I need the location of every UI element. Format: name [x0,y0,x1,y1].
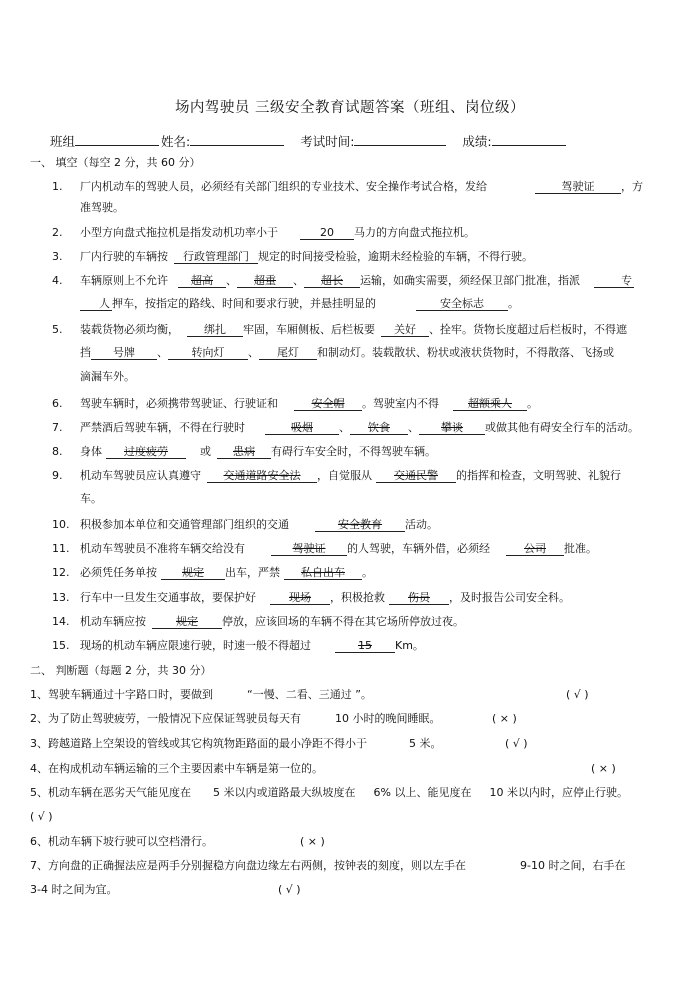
answer-blank: 交通民警 [376,470,456,483]
question-14: 14. 机动车辆应按 规定 停放，应该回场的车辆不得在其它场所停放过夜。 [52,615,464,628]
judge-mark-4: ( × ) [591,762,616,775]
answer-blank: 现场 [270,592,330,605]
question-5-cont: 挡 号牌 、 转向灯 、 尾灯 和制动灯。装载散状、粉状或液状货物时，不得散落、飞扬或 [80,346,614,359]
judge-mark-2: ( × ) [492,712,517,725]
answer-blank: 安全教育 [315,519,405,532]
judge-item-6: 6、机动车辆下坡行驶可以空档滑行。 [30,835,213,848]
answer-blank: 攀谈 [419,422,485,435]
answer-blank: 行政管理部门 [174,251,258,264]
question-6: 6. 驾驶车辆时，必须携带驾驶证、行驶证和 安全帽 。驾驶室内不得 超额乘人 。 [52,397,538,410]
judge-mark-6: ( × ) [300,835,325,848]
question-3: 3. 厂内行驶的车辆按 行政管理部门 规定的时间接受检验，逾期未经检验的车辆，不得行驶。 [52,250,533,263]
answer-blank: 20 [300,227,354,240]
answer-blank: 号牌 [91,347,157,360]
question-2: 2. 小型方向盘式拖拉机是指发动机功率小于 20 马力的方向盘式拖拉机。 [52,226,475,239]
question-9: 9. 机动车驾驶员应认真遵守 交通道路安全法 ，自觉服从 交通民警 的指挥和检查，文明驾驶、礼貌行 [52,469,621,482]
answer-blank: 规定 [161,567,225,580]
answer-blank: 超高 [178,275,226,288]
judge-mark-3: ( √ ) [505,737,528,750]
judge-mark-7: ( √ ) [278,883,301,896]
question-1-cont: 准驾驶。 [80,201,124,214]
time-label: 考试时间: [300,134,355,149]
question-8: 8. 身体 过度疲劳 或 患病 有碍行车安全时，不得驾驶车辆。 [52,445,436,458]
judge-item-4: 4、在构成机动车辆运输的三个主要因素中车辆是第一位的。 [30,762,323,775]
question-1: 1. 厂内机动车的驾驶人员，必须经有关部门组织的专业技术、安全操作考试合格，发给 驾驶证 ，方 [52,180,643,193]
section-heading-fill: 一、 填空（每空 2 分，共 60 分） [30,156,201,169]
answer-blank: 驾驶证 [271,543,347,556]
judge-item-3: 3、跨越道路上空架设的管线或其它构筑物距路面的最小净距不得小于 5 米。 [30,737,442,750]
answer-blank: 患病 [217,446,271,459]
answer-blank: 驾驶证 [535,181,621,194]
question-5: 5. 装载货物必须均衡， 绑扎 牢固，车厢侧板、后栏板要 关好 、拴牢。货物长度超过后栏板时，不得遮 [52,323,627,336]
judge-mark-1: ( √ ) [566,688,589,701]
answer-blank: 过度疲劳 [106,446,186,459]
page-title: 场内驾驶员 三级安全教育试题答案（班组、岗位级） [174,100,526,116]
answer-blank: 人 [80,298,112,311]
question-4: 4. 车辆原则上不允许 超高 、 超重 、 超长 运输，如确实需要，须经保卫部门批准，指派 专 [52,274,632,287]
answer-blank: 超长 [304,275,360,288]
answer-blank: 专 [594,275,634,288]
answer-blank: 私自出车 [284,567,362,580]
question-5-cont2: 滴漏车外。 [80,370,135,383]
time-field[interactable] [354,133,446,146]
answer-blank: 规定 [152,616,222,629]
question-9-cont: 车。 [80,492,102,505]
question-15: 15. 现场的机动车辆应限速行驶，时速一般不得超过 15 Km。 [52,639,424,652]
name-field[interactable] [190,133,284,146]
answer-blank: 饮食 [350,422,408,435]
question-12: 12. 必须凭任务单按 规定 出车，严禁 私自出车 。 [52,566,373,579]
answer-blank: 安全标志 [416,298,508,311]
judge-mark-5: ( √ ) [30,810,53,823]
answer-blank: 转向灯 [168,347,248,360]
judge-item-1: 1、驾驶车辆通过十字路口时，要做到 “一慢、二看、三通过 ”。 [30,688,372,701]
question-10: 10. 积极参加本单位和交通管理部门组织的交通 安全教育 活动。 [52,518,438,531]
question-7: 7. 严禁酒后驾驶车辆，不得在行驶时 吸烟 、 饮食 、 攀谈 或做其他有碍安全行车的活动。 [52,421,639,434]
score-field[interactable] [492,133,566,146]
answer-blank: 吸烟 [265,422,339,435]
exam-info-line [50,132,568,150]
answer-blank: 伤员 [389,592,449,605]
question-13: 13. 行车中一旦发生交通事故，要保护好 现场 ，积极抢救 伤员 ，及时报告公司安全科。 [52,591,570,604]
answer-blank: 安全帽 [294,398,362,411]
answer-blank: 绑扎 [187,324,243,337]
answer-blank: 尾灯 [259,347,317,360]
section-heading-judge: 二、 判断题（每题 2 分，共 30 分） [30,664,212,677]
judge-item-2: 2、为了防止驾驶疲劳，一般情况下应保证驾驶员每天有 10 小时的晚间睡眠。 [30,712,441,725]
question-11: 11. 机动车驾驶员不准将车辆交给没有 驾驶证 的人驾驶，车辆外借，必须经 公司 批准。 [52,542,597,555]
judge-item-7: 7、方向盘的正确握法应是两手分别握稳方向盘边缘左右两侧，按钟表的刻度，则以左手在 9-10 时之间，右手在 [30,859,626,872]
answer-blank: 关好 [381,324,429,337]
answer-blank: 超额乘人 [453,398,527,411]
class-label: 班组 [50,134,76,149]
judge-item-7-cont: 3-4 时之间为宜。 [30,883,118,896]
answer-blank: 交通道路安全法 [207,470,317,483]
judge-item-5: 5、机动车辆在恶劣天气能见度在 5 米以内或道路最大纵坡度在 6% 以上、能见度在 10 米以内时，应停止行驶。 [30,786,628,799]
score-label: 成绩: [462,134,492,149]
question-4-cont: 人 押车，按指定的路线、时间和要求行驶，并悬挂明显的 安全标志 。 [80,297,519,311]
answer-blank: 超重 [237,275,293,288]
answer-blank: 15 [335,640,395,653]
name-label: 姓名: [161,134,191,149]
answer-blank: 公司 [506,543,564,556]
class-field[interactable] [75,133,159,146]
